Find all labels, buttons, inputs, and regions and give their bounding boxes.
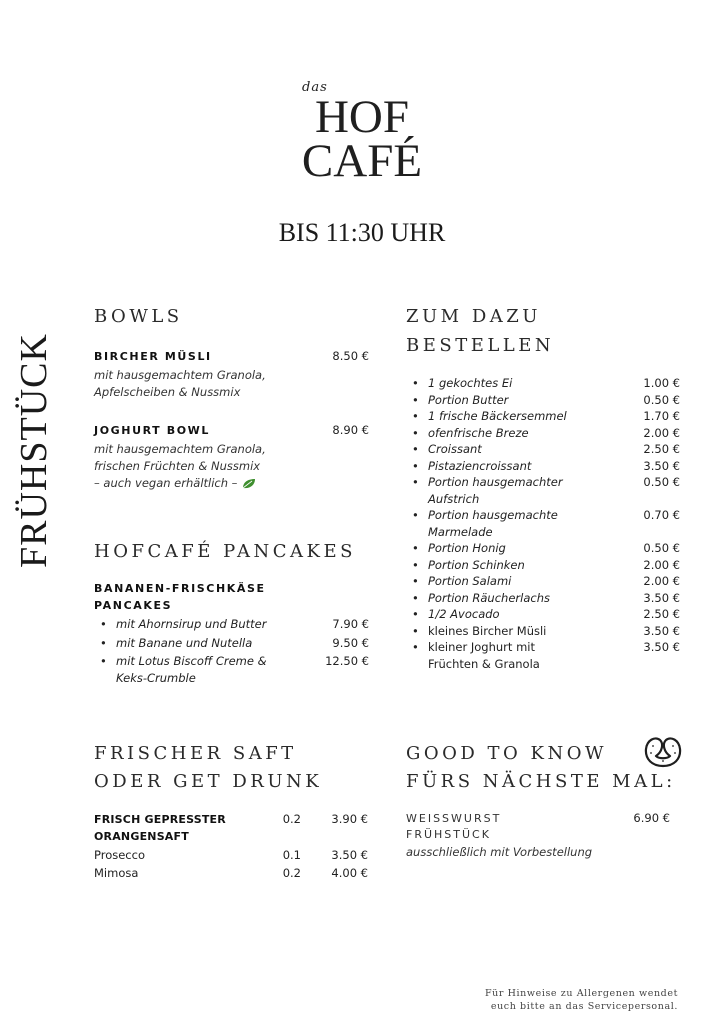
drink-name-line-1: FRISCH GEPRESSTER — [94, 813, 226, 826]
list-item — [408, 425, 680, 442]
bowl-item-description — [94, 441, 344, 492]
extra-name: • 1 frische Bäckersemmel — [428, 409, 567, 423]
extra-price: 1.00 € — [643, 376, 680, 390]
drink-name: Mimosa — [94, 866, 139, 880]
list-item — [408, 392, 680, 409]
bowl-item-price: 8.90 € — [332, 423, 369, 437]
description-line: mit hausgemachtem Granola, — [94, 368, 266, 382]
pancakes-heading: HOFCAFÉ PANCAKES — [94, 541, 356, 562]
logo-line-1: HOF — [314, 91, 410, 143]
extras-list — [408, 375, 680, 672]
option-price: 12.50 € — [325, 654, 369, 668]
extra-name: • kleines Bircher Müsli — [428, 623, 547, 638]
drink-size: 0.2 — [282, 812, 301, 826]
list-item — [408, 573, 680, 590]
option-price: 7.90 € — [332, 617, 369, 631]
pancake-name-line-2: PANCAKES — [94, 599, 173, 612]
option-name: • mit Ahornsirup und Butter — [116, 617, 267, 631]
list-item — [408, 623, 680, 640]
pancake-name-line-1: BANANEN-FRISCHKÄSE — [94, 582, 266, 595]
description-line: mit hausgemachtem Granola, — [94, 442, 266, 456]
drink-name-line-2: ORANGENSAFT — [94, 830, 189, 843]
bowls-heading: BOWLS — [94, 306, 183, 327]
extra-price: 2.00 € — [643, 557, 680, 572]
vegan-note: – auch vegan erhältlich – — [94, 476, 238, 490]
allergen-footnote — [485, 987, 678, 1013]
footnote-line: euch bitte an das Servicepersonal. — [490, 1001, 678, 1012]
drink-size: 0.2 — [282, 866, 301, 880]
extra-name: • Portion hausgemachter — [428, 475, 563, 489]
extra-price: 1.70 € — [643, 409, 680, 423]
list-item — [96, 635, 369, 652]
list-item — [408, 408, 680, 425]
extra-price: 3.50 € — [643, 623, 680, 638]
extra-name-line-2: Aufstrich — [428, 491, 480, 506]
extra-price: 2.50 € — [643, 607, 680, 621]
bowl-item-name: BIRCHER MÜSLI — [94, 350, 212, 363]
list-item — [408, 540, 680, 557]
special-item-name — [406, 811, 501, 843]
extra-name-line-2: Marmelade — [428, 524, 493, 539]
option-name: • mit Banane und Nutella — [116, 635, 253, 650]
list-item — [408, 441, 680, 458]
description-line: frischen Früchten & Nussmix — [94, 459, 261, 473]
extra-name: • kleiner Joghurt mit — [428, 640, 535, 654]
extra-name: • Pistaziencroissant — [428, 458, 532, 473]
option-name-line-2: Keks-Crumble — [116, 670, 196, 685]
extra-name: • Portion Salami — [428, 574, 512, 588]
drink-price: 3.50 € — [331, 848, 368, 862]
leaf-icon — [241, 478, 257, 490]
extra-price: 3.50 € — [643, 458, 680, 473]
description-line: Apfelscheiben & Nussmix — [94, 385, 241, 399]
description-line — [94, 475, 344, 492]
extra-price: 0.50 € — [643, 541, 680, 555]
option-price: 9.50 € — [332, 635, 369, 650]
bowl-item-price: 8.50 € — [332, 349, 369, 363]
list-item — [96, 616, 369, 633]
special-item-note: ausschließlich mit Vorbestellung — [406, 845, 593, 859]
drinks-heading-line-2: ODER GET DRUNK — [94, 771, 323, 792]
list-item — [408, 474, 680, 507]
drinks-heading-line-1: FRISCHER SAFT — [94, 743, 297, 764]
extra-name: • Portion Räucherlachs — [428, 590, 550, 605]
drink-price: 3.90 € — [331, 812, 368, 826]
drink-price: 4.00 € — [331, 866, 368, 880]
pancake-options-list — [96, 616, 369, 686]
extra-name: • Portion Butter — [428, 392, 509, 407]
special-item-price: 6.90 € — [633, 811, 670, 825]
special-item-name-line-1: WEISSWURST — [406, 812, 502, 825]
extra-name-line-2: Früchten & Granola — [428, 656, 540, 671]
extras-heading-line-2: BESTELLEN — [406, 335, 555, 356]
extra-price: 2.00 € — [643, 574, 680, 588]
special-item-name-line-2: FRÜHSTÜCK — [406, 828, 491, 841]
list-item — [408, 507, 680, 540]
drink-name: Prosecco — [94, 848, 145, 862]
footnote-line: Für Hinweise zu Allergenen wendet — [484, 988, 678, 999]
side-title: FRÜHSTÜCK — [13, 333, 55, 568]
logo-small-text: das — [302, 80, 328, 95]
extra-price: 3.50 € — [643, 640, 680, 654]
list-item — [408, 639, 680, 672]
extra-name: • Croissant — [428, 442, 482, 456]
logo-line-2: CAFÉ — [301, 135, 423, 187]
good-to-know-heading-line-1: GOOD TO KNOW — [406, 743, 607, 764]
extra-name: • Portion Schinken — [428, 557, 525, 572]
list-item — [408, 606, 680, 623]
extra-price: 3.50 € — [643, 590, 680, 605]
good-to-know-heading-line-2: FÜRS NÄCHSTE MAL: — [406, 771, 676, 792]
extra-name: • ofenfrische Breze — [428, 425, 529, 440]
extra-price: 0.50 € — [643, 475, 680, 489]
extra-name: • Portion Honig — [428, 541, 506, 555]
option-name: • mit Lotus Biscoff Creme & — [116, 654, 267, 668]
opening-hours-subtitle: BIS 11:30 UHR — [278, 218, 446, 247]
list-item — [96, 653, 369, 686]
bowl-item-description — [94, 367, 324, 401]
extra-price: 2.50 € — [643, 442, 680, 456]
pretzel-icon — [642, 732, 684, 770]
extra-name: • 1/2 Avocado — [428, 607, 500, 621]
bowl-item-name: JOGHURT BOWL — [94, 424, 210, 437]
extra-price: 2.00 € — [643, 425, 680, 440]
extra-name: • Portion hausgemachte — [428, 508, 558, 522]
list-item — [408, 557, 680, 574]
extra-name: • 1 gekochtes Ei — [428, 376, 513, 390]
extra-price: 0.50 € — [643, 392, 680, 407]
list-item — [408, 590, 680, 607]
list-item — [408, 458, 680, 475]
list-item — [408, 375, 680, 392]
drink-size: 0.1 — [282, 848, 301, 862]
extra-price: 0.70 € — [643, 508, 680, 522]
extras-heading-line-1: ZUM DAZU — [406, 306, 541, 327]
